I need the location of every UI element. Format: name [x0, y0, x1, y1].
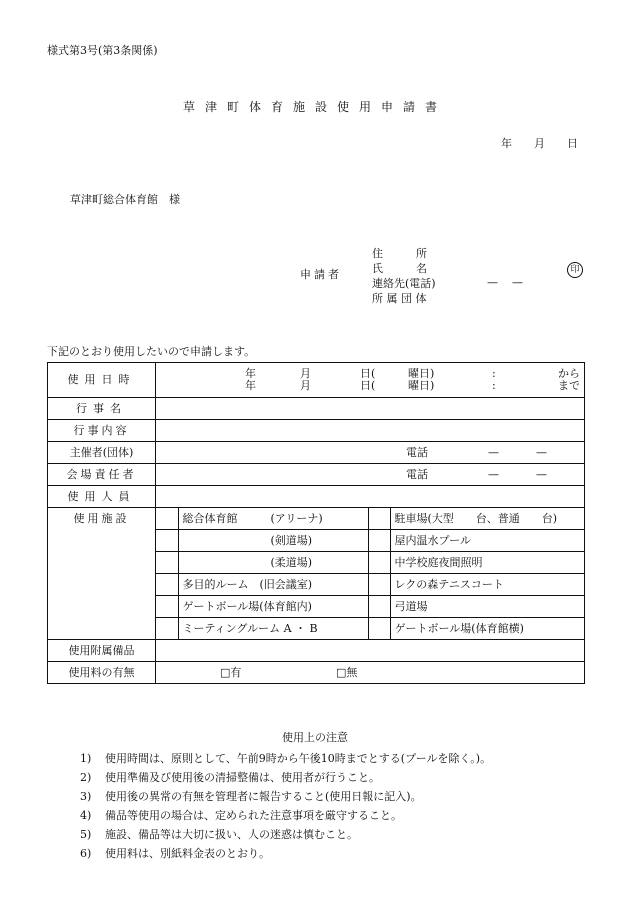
row-fee: [48, 662, 585, 684]
facility-check-box[interactable]: [156, 530, 178, 552]
applicant-label: 申請者: [300, 268, 342, 281]
fee-field: [156, 662, 585, 684]
note-item: [80, 825, 491, 844]
document-title: 草津町体育施設使用申請書: [182, 100, 447, 114]
applicant-fields: [372, 246, 436, 306]
note-number: 2): [80, 771, 92, 784]
facility-check-box[interactable]: [156, 574, 178, 596]
facility-check-box[interactable]: [156, 596, 178, 618]
venue-manager-phone-dash1: —: [488, 467, 499, 481]
facility-archery: 弓道場: [390, 596, 584, 618]
applicant-address-label[interactable]: 住 所: [372, 247, 427, 260]
row-venue-manager: [48, 464, 585, 486]
facility-tennis-court: レクの森テニスコート: [390, 574, 584, 596]
note-item: [80, 768, 491, 787]
event-content-label: 行事内容: [48, 420, 156, 442]
facility-judo: (柔道場): [178, 552, 368, 574]
organizer-phone-dash1: —: [488, 445, 499, 459]
note-number: 3): [80, 790, 92, 803]
seal-mark-icon: 印: [567, 262, 583, 278]
note-text: 使用料は、別紙料金表のとおり。: [105, 847, 270, 860]
facility-pool: 屋内温水プール: [390, 530, 584, 552]
note-text: 施設、備品等は大切に扱い、人の迷惑は慎むこと。: [105, 828, 358, 841]
note-item: [80, 844, 491, 863]
facility-check-box[interactable]: [368, 508, 390, 530]
row-usage-datetime: [48, 363, 585, 398]
facility-row: [156, 530, 584, 552]
facility-row: [156, 596, 584, 618]
event-content-field[interactable]: [156, 420, 585, 442]
venue-manager-phone-label: 電話: [406, 467, 428, 481]
note-text: 使用準備及び使用後の清掃整備は、使用者が行うこと。: [105, 771, 380, 784]
dt2-until: まで: [558, 379, 580, 392]
dt1-year: 年: [245, 367, 256, 380]
note-item: [80, 787, 491, 806]
facility-check-box[interactable]: [368, 596, 390, 618]
facility-check-box[interactable]: [156, 618, 178, 640]
row-equipment: [48, 640, 585, 662]
organizer-phone-label: 電話: [406, 445, 428, 459]
facility-check-box[interactable]: [368, 552, 390, 574]
row-facilities: [48, 508, 585, 640]
note-number: 6): [80, 847, 92, 860]
facility-check-box[interactable]: [368, 618, 390, 640]
dt2-year: 年: [245, 379, 256, 392]
facility-kendo: (剣道場): [178, 530, 368, 552]
facility-row: [156, 508, 584, 530]
facility-gateball-outdoor: ゲートボール場(体育館横): [390, 618, 584, 640]
dt2-weekday: 曜日): [408, 379, 435, 392]
facility-row: [156, 618, 584, 640]
facility-multipurpose-room: 多目的ルーム (旧会議室): [178, 574, 368, 596]
notes-list: [80, 749, 491, 863]
facility-row: [156, 574, 584, 596]
dt2-day: 日(: [360, 379, 376, 392]
fee-yes-checkbox[interactable]: □有: [220, 665, 242, 679]
note-number: 5): [80, 828, 92, 841]
facility-arena: 総合体育館 (アリーナ): [178, 508, 368, 530]
dt1-from: から: [558, 367, 580, 380]
note-item: [80, 749, 491, 768]
facilities-grid: [156, 508, 584, 639]
usage-datetime-label: 使用日時: [48, 363, 156, 398]
facility-check-box[interactable]: [368, 530, 390, 552]
facilities-label: 使用施設: [48, 508, 156, 640]
event-name-label: 行事名: [48, 398, 156, 420]
row-event-name: [48, 398, 585, 420]
note-text: 備品等使用の場合は、定められた注意事項を厳守すること。: [105, 809, 402, 822]
dt2-colon: :: [492, 379, 496, 392]
facility-check-box[interactable]: [156, 508, 178, 530]
facility-night-lighting: 中学校庭夜間照明: [390, 552, 584, 574]
venue-manager-phone-dash2: —: [536, 467, 547, 481]
row-event-content: [48, 420, 585, 442]
dt1-day: 日(: [360, 367, 376, 380]
organizer-field[interactable]: [156, 442, 585, 464]
fee-label: 使用料の有無: [48, 662, 156, 684]
dt2-month: 月: [300, 379, 311, 392]
dt1-colon: :: [492, 367, 496, 380]
form-number: 様式第3号(第3条関係): [47, 44, 158, 57]
equipment-label: 使用附属備品: [48, 640, 156, 662]
attendees-field[interactable]: [156, 486, 585, 508]
applicant-contact-label[interactable]: 連絡先(電話): [372, 277, 436, 290]
note-number: 4): [80, 809, 92, 822]
note-text: 使用時間は、原則として、午前9時から午後10時までとする(プールを除く。)。: [105, 752, 492, 765]
attendees-label: 使用人員: [48, 486, 156, 508]
dt1-month: 月: [300, 367, 311, 380]
applicant-phone-dashes: ——: [487, 276, 537, 289]
facility-gateball-indoor: ゲートボール場(体育館内): [178, 596, 368, 618]
application-table: [47, 362, 585, 684]
row-attendees: [48, 486, 585, 508]
organizer-label: 主催者(団体): [48, 442, 156, 464]
facility-check-box[interactable]: [156, 552, 178, 574]
facility-row: [156, 552, 584, 574]
event-name-field[interactable]: [156, 398, 585, 420]
applicant-name-label[interactable]: 氏 名: [372, 262, 427, 275]
addressee: 草津町総合体育館 様: [70, 193, 180, 206]
facility-parking: 駐車場(大型 台、普通 台): [390, 508, 584, 530]
note-text: 使用後の異常の有無を管理者に報告すること(使用日報に記入)。: [105, 790, 422, 803]
organizer-phone-dash2: —: [536, 445, 547, 459]
venue-manager-field[interactable]: [156, 464, 585, 486]
facility-meeting-room: ミーティングルーム A ・ B: [178, 618, 368, 640]
row-organizer: [48, 442, 585, 464]
applicant-group-label[interactable]: 所 属 団 体: [372, 292, 427, 305]
notes-title: 使用上の注意: [282, 731, 348, 744]
facilities-cell: [156, 508, 585, 640]
facility-check-box[interactable]: [368, 574, 390, 596]
note-item: [80, 806, 491, 825]
equipment-field[interactable]: [156, 640, 585, 662]
application-date[interactable]: 年 月 日: [501, 137, 578, 150]
usage-datetime-field[interactable]: [156, 363, 585, 398]
dt1-weekday: 曜日): [408, 367, 435, 380]
intro-text: 下記のとおり使用したいので申請します。: [47, 345, 256, 358]
note-number: 1): [80, 752, 92, 765]
venue-manager-label: 会場責任者: [48, 464, 156, 486]
fee-no-checkbox[interactable]: □無: [336, 665, 358, 679]
